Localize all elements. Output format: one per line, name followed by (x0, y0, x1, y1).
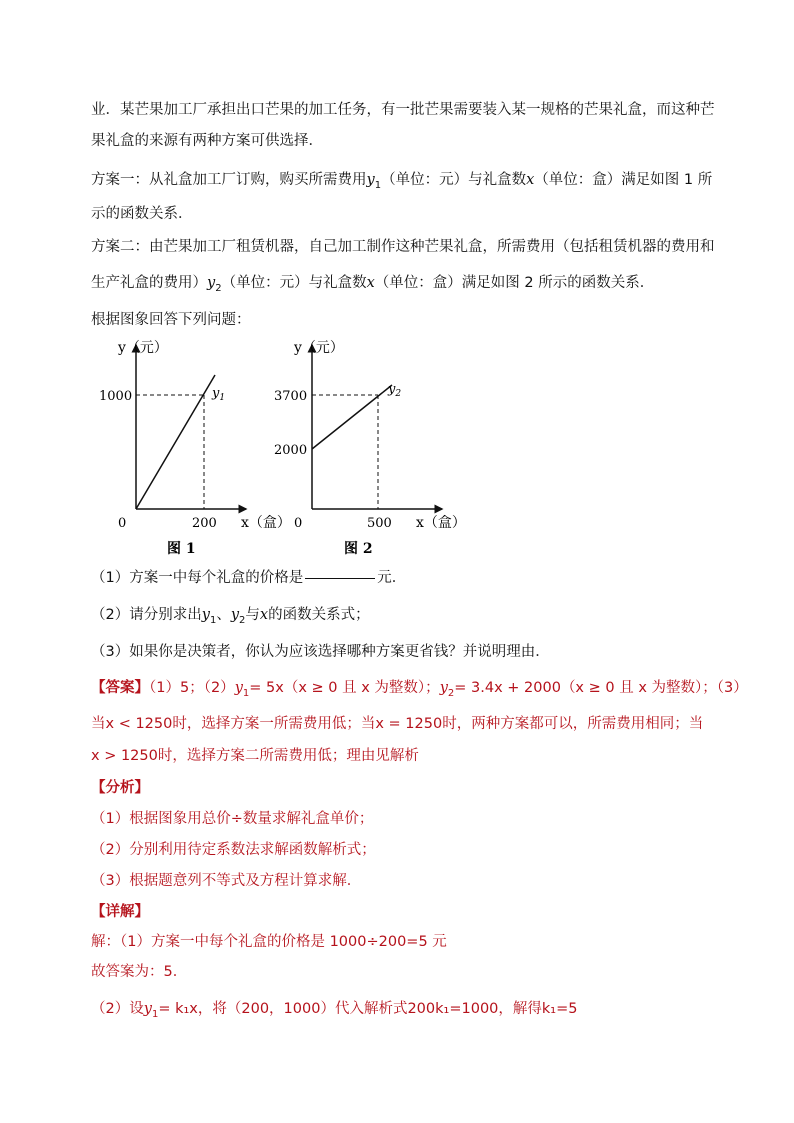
answer-cond-gt: x > 1250 (91, 748, 158, 764)
plan2-text-d: （单位：盒）满足如图 2 所示的函数关系． (374, 275, 655, 291)
detail-eq: = k₁x (158, 1001, 198, 1017)
detail-d2-text: 故答案为：5． (91, 964, 188, 980)
answer-a1: （1）5；（2） (149, 680, 235, 696)
plan2-line-1 (91, 236, 715, 258)
plan1-text-d: 示的函数关系． (91, 206, 193, 222)
var-y: y (366, 172, 375, 188)
var-x: x (526, 172, 535, 188)
answer-cond-eq: x = 1250 (375, 716, 443, 732)
intro-line-1 (91, 99, 715, 121)
q2-text-c: 与 (245, 607, 260, 623)
fig1-ylabel: y（元） (118, 340, 168, 356)
detail-tag: 【详解】 (91, 904, 149, 920)
detail-d3 (91, 998, 577, 1026)
answer-line-2 (91, 713, 703, 735)
answer-l2a: 当 (91, 716, 106, 732)
sub-2: 2 (215, 282, 222, 294)
detail-d3a: （2）设 (91, 1001, 144, 1017)
question-3 (91, 641, 550, 663)
answer-formula-1: = 5x (249, 680, 284, 696)
plan1-text-a: 方案一：从礼盒加工厂订购，购买所需费用 (91, 172, 367, 188)
q2-text-d: 的函数关系式； (268, 607, 370, 623)
figure-1 (99, 340, 291, 557)
detail-eq2: 200k₁=1000 (407, 1001, 499, 1017)
fig2-ytick-top: 3700 (274, 389, 308, 404)
fig1-series-y: y (212, 386, 220, 401)
figures-svg (0, 335, 794, 565)
fig1-series-sub: 1 (219, 393, 226, 403)
detail-tag-line (91, 901, 149, 923)
ask-text: 根据图象回答下列问题： (91, 312, 251, 328)
fig2-xtick: 500 (367, 516, 392, 531)
plan2-text-a: 方案二：由芒果加工厂租赁机器，自己加工制作这种芒果礼盒，所需费用（包括租赁机器的费用和 (91, 239, 715, 255)
answer-cond-1: （x ≥ 0 且 x 为整数）； (283, 680, 440, 696)
fig1-caption: 图 1 (167, 541, 196, 557)
plan1-line-1 (91, 169, 712, 197)
fig2-origin: 0 (294, 516, 303, 531)
q2-text-a: （2）请分别求出 (91, 607, 202, 623)
detail-d1 (91, 931, 447, 953)
figure-2 (274, 340, 466, 557)
var-x: x (259, 607, 269, 623)
question-1 (91, 567, 406, 589)
analysis-p2 (91, 839, 376, 861)
answer-line-1 (91, 677, 748, 705)
question-2 (91, 604, 370, 632)
var-y: y (230, 607, 240, 623)
intro-text-2: 果礼盒的来源有两种方案可供选择． (91, 133, 323, 149)
plan2-text-c: （单位：元）与礼盒数 (221, 275, 367, 291)
answer-l2c: 时，两种方案都可以，所需费用相同；当 (442, 716, 704, 732)
sub-2: 2 (447, 687, 455, 699)
intro-text-1: 业．某芒果加工厂承担出口芒果的加工任务，有一批芒果需要装入某一规格的芒果礼盒，而这种芒 (91, 102, 715, 118)
detail-d2 (91, 961, 187, 983)
analysis-p1 (91, 808, 373, 830)
answer-tag: 【答案】 (91, 680, 149, 696)
answer-line-3 (91, 745, 419, 767)
analysis-tag: 【分析】 (91, 780, 149, 796)
intro-line-2 (91, 130, 323, 152)
fig1-xtick: 200 (192, 516, 217, 531)
analysis-tag-line (91, 777, 149, 799)
var-y: y (143, 1001, 152, 1017)
detail-d1-text: 解：（1）方案一中每个礼盒的价格是 1000÷200=5 元 (91, 934, 447, 950)
var-y: y (439, 680, 448, 696)
detail-eq3: k₁=5 (541, 1001, 578, 1017)
fig1-series-line (136, 375, 215, 509)
answer-l3: 时，选择方案二所需费用低；理由见解析 (157, 748, 419, 764)
analysis-p2-text: （2）分别利用待定系数法求解函数解析式； (91, 842, 376, 858)
sub-2: 2 (239, 614, 246, 626)
q2-text-b: 、 (216, 607, 231, 623)
sub-1: 1 (242, 687, 250, 699)
var-y: y (207, 275, 216, 291)
plan2-line-2 (91, 272, 654, 300)
analysis-p1-text: （1）根据图象用总价÷数量求解礼盒单价； (91, 811, 374, 827)
fig2-ytick-low: 2000 (274, 443, 308, 458)
var-x: x (366, 275, 375, 291)
analysis-p3-text: （3）根据题意列不等式及方程计算求解． (91, 873, 362, 889)
fig2-xlabel: x（盒） (416, 515, 466, 531)
q1-text-a: （1）方案一中每个礼盒的价格是 (91, 570, 304, 586)
sub-1: 1 (151, 1008, 159, 1020)
fig2-caption: 图 2 (344, 541, 373, 557)
fig1-ytick: 1000 (99, 389, 133, 404)
fig1-xlabel: x（盒） (241, 515, 291, 531)
plan1-line-2 (91, 203, 193, 225)
fig2-ylabel: y（元） (294, 340, 344, 356)
ask-line (91, 309, 251, 331)
fig1-series-label (211, 386, 225, 403)
q3-text: （3）如果你是决策者，你认为应该选择哪种方案更省钱？并说明理由． (91, 644, 550, 660)
answer-l2b: 时，选择方案一所需费用低；当 (172, 716, 376, 732)
answer-cond-2: （x ≥ 0 且 x 为整数）；（3） (560, 680, 748, 696)
fig2-series-sub: 2 (395, 389, 402, 399)
var-y: y (201, 607, 210, 623)
q1-text-b: 元． (377, 570, 407, 586)
plan1-text-c: （单位：盒）满足如图 1 所 (534, 172, 713, 188)
detail-d3c: ，解得 (498, 1001, 542, 1017)
sub-1: 1 (209, 614, 217, 626)
var-y: y (234, 680, 243, 696)
analysis-p3 (91, 870, 361, 892)
answer-formula-2: = 3.4x + 2000 (454, 680, 561, 696)
detail-d3b: ，将（200，1000）代入解析式 (197, 1001, 408, 1017)
plan1-text-b: （单位：元）与礼盒数 (381, 172, 527, 188)
sub-1: 1 (374, 179, 382, 191)
answer-blank (305, 578, 375, 579)
fig2-series-label (387, 382, 401, 399)
plan2-text-b: 生产礼盒的费用） (91, 275, 207, 291)
fig2-series-line (312, 385, 392, 449)
answer-cond-lt: x < 1250 (105, 716, 173, 732)
fig2-series-y: y (388, 382, 396, 397)
fig1-origin: 0 (118, 516, 127, 531)
